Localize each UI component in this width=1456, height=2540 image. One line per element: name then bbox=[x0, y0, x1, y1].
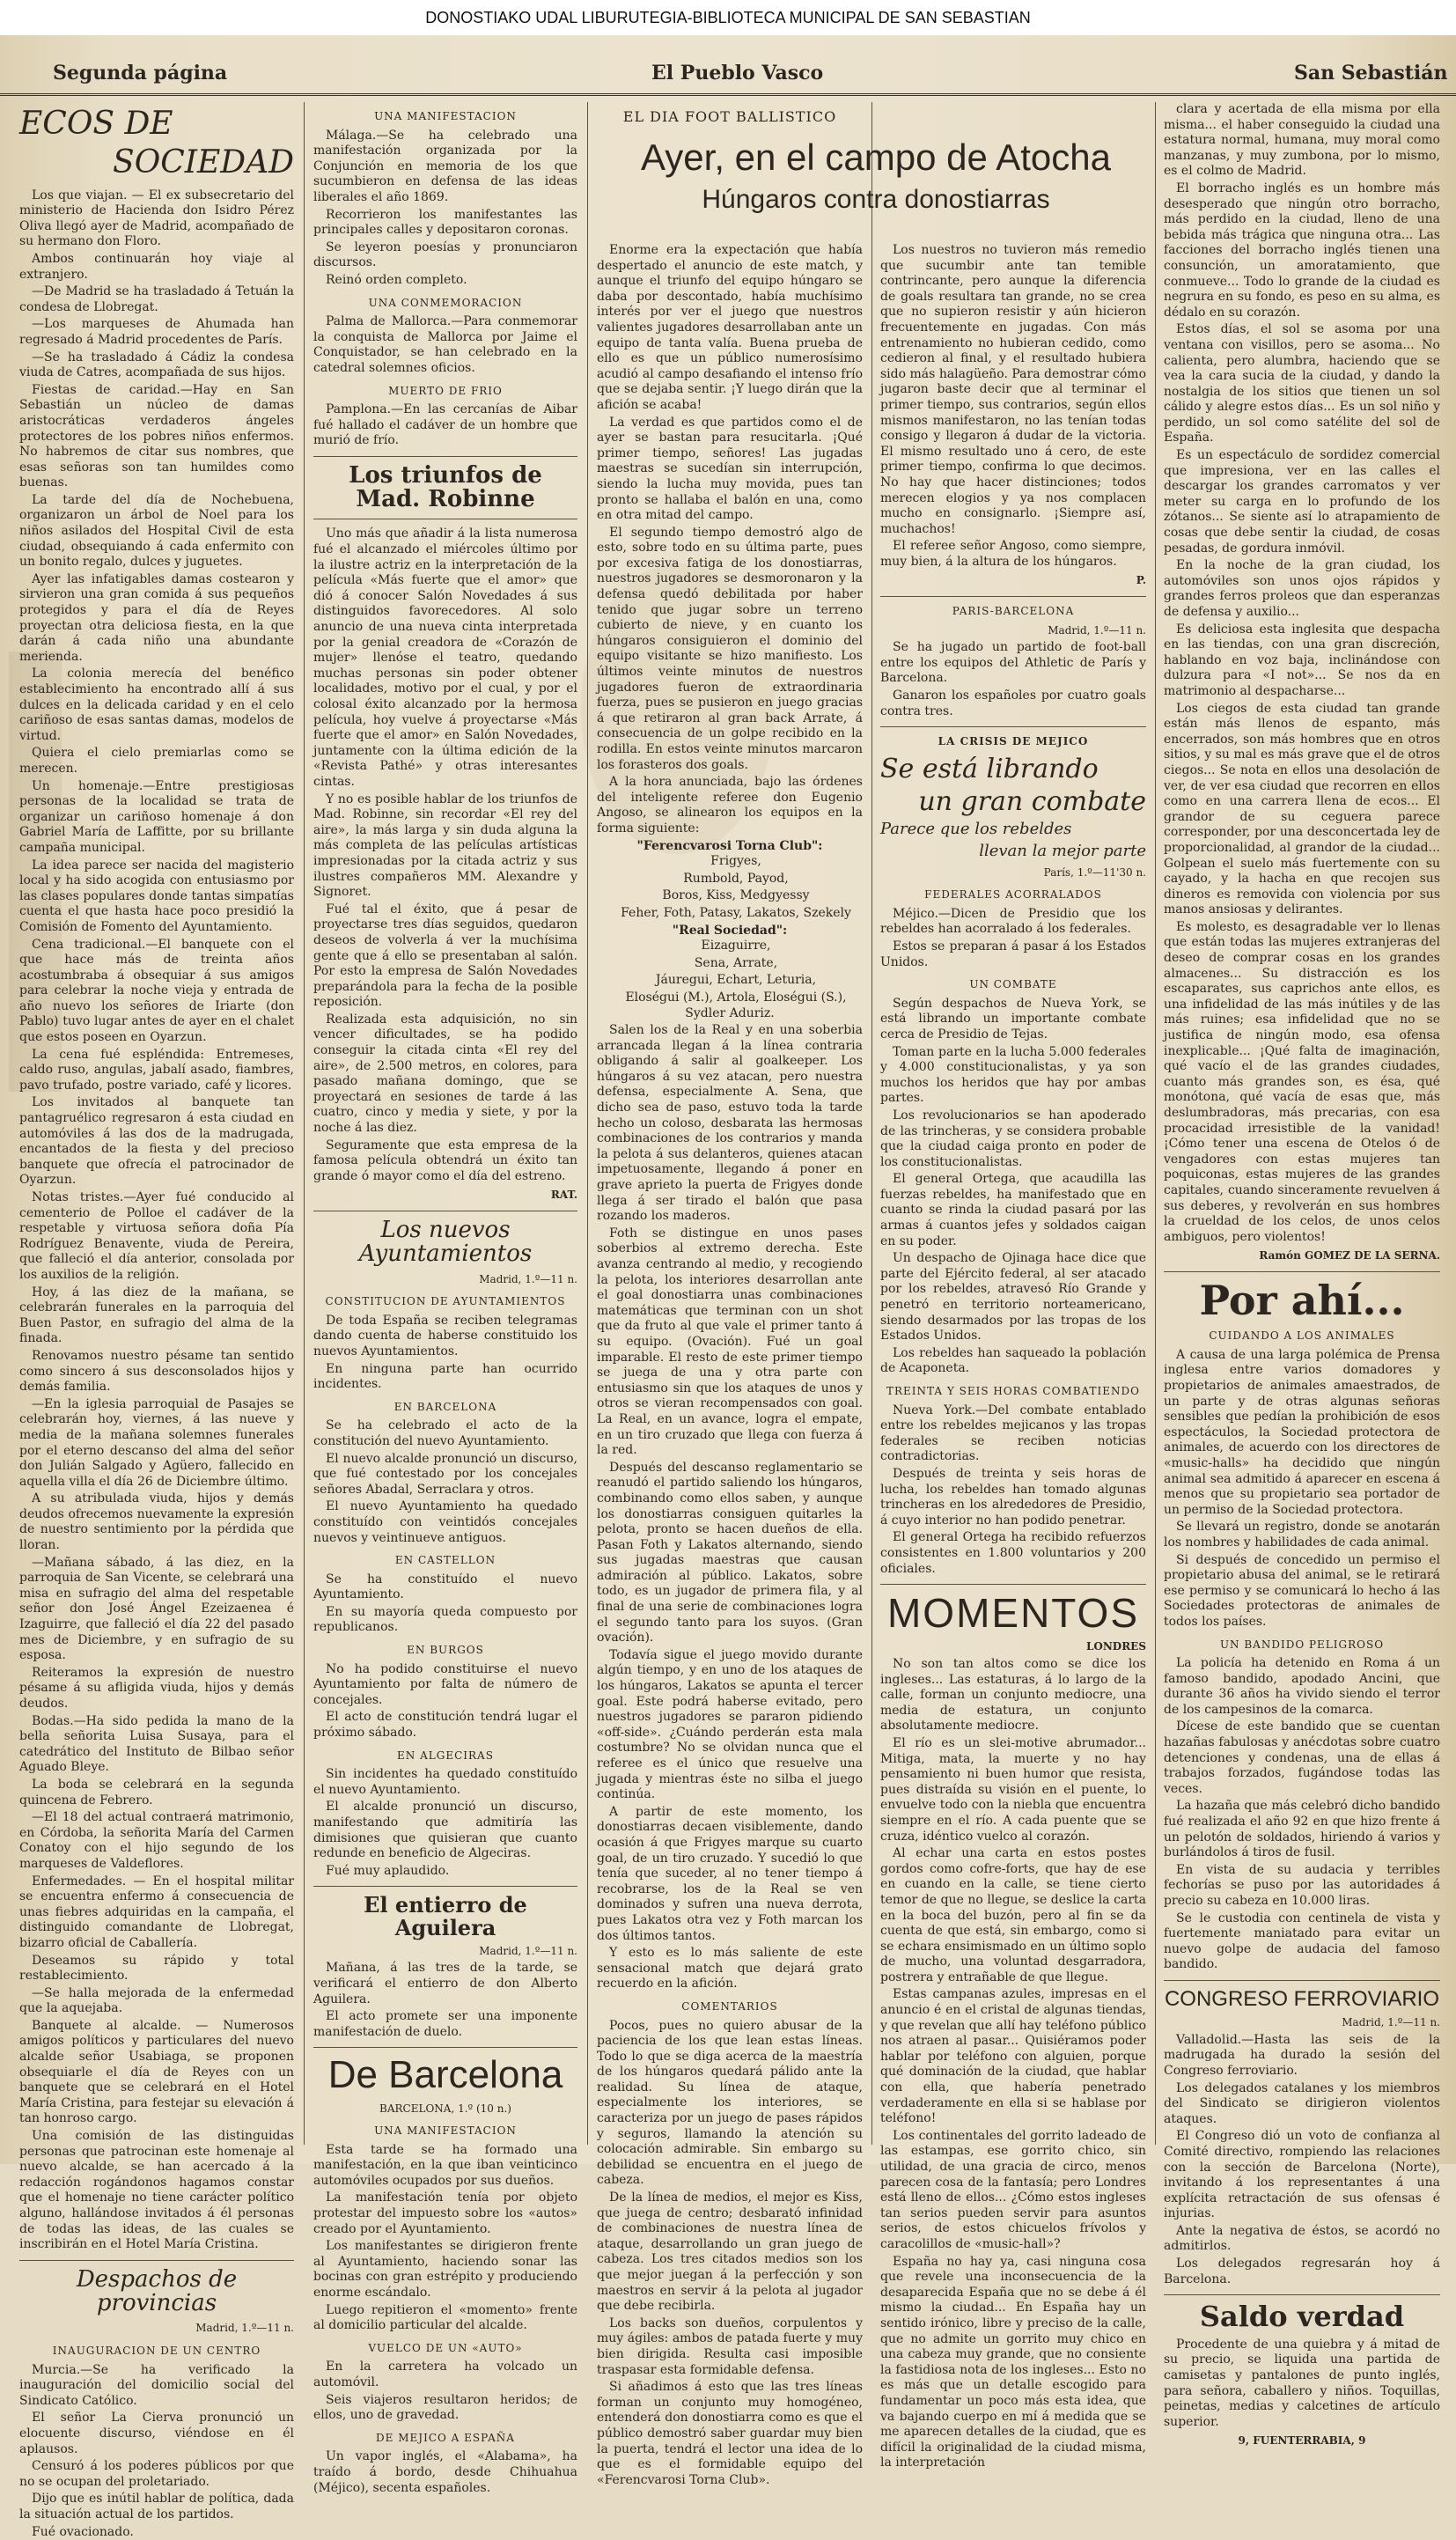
football-kicker: EL DIA FOOT BALLISTICO bbox=[597, 109, 863, 125]
paragraph: Los manifestantes se dirigieron frente al Ayuntamiento, haciendo sonar las bocinas con gran estrépito y produciendo enorme escándalo. bbox=[313, 2239, 577, 2301]
football-headline-block bbox=[594, 137, 1158, 215]
sociedad-body bbox=[19, 188, 294, 2253]
paragraph: Los que viajan. — El ex subsecretario del ministerio de Hacienda don Isidro Pérez Oliva llegó ayer de Madrid, acompañado de su hermano don Floro. bbox=[19, 188, 294, 250]
column-rule bbox=[871, 102, 872, 2145]
paragraph: Se leyeron poesías y pronunciaron discursos. bbox=[313, 240, 577, 271]
robinne-title: Los triunfos de Mad. Robinne bbox=[313, 464, 577, 512]
bandido-head: UN BANDIDO PELIGROSO bbox=[1164, 1638, 1440, 1653]
paragraph: El señor La Cierva pronunció un elocuente discurso, viéndose en él aplausos. bbox=[19, 2411, 294, 2457]
paragraph: La verdad es que partidos como el de ayer se bastan para resucitarla. ¡Qué primer tiempo, señores! Las jugadas maestras se sucedían sin interrupción, siendo la lucha muy movida, pues tan pronto se hallaba el balón en una, como en otra mitad del campo. bbox=[597, 416, 863, 524]
lineup-line: Jáuregui, Echart, Leturia, bbox=[597, 973, 863, 989]
paragraph: Notas tristes.—Ayer fué conducido al cementerio de Polloe el cadáver de la respetable y virtuosa señora doña Pía Rodríguez Benavente, viuda de Pereira, que falleció el día anterior, consolada por los auxilios de la religión. bbox=[19, 1190, 294, 1284]
paragraph: A causa de una larga polémica de Prensa inglesa entre varios domadores y propietarios de animales amaestrados, de un parte y de otras algunas señoras sensibles que pedían la prohibición de esos espectáculos, la Sociedad protectora de animales, de acuerdo con los directores de «music-halls» ha decidido que ningún animal sea admitido á aparecer en escena á menos que su propietario sea portador de un permiso de la Sociedad protectora. bbox=[1164, 1348, 1440, 1519]
paragraph: El alcalde pronunció un discurso, manifestando que admitiría las dimisiones que quisieran que cuanto redunde en beneficio de Algeciras. bbox=[313, 1800, 577, 1861]
football-continued bbox=[880, 243, 1146, 570]
paragraph: La manifestación tenía por objeto protestar del impuesto sobre los «autos» creado por el Ayuntamiento. bbox=[313, 2190, 577, 2237]
paragraph: La boda se celebrará en la segunda quincena de Febrero. bbox=[19, 1778, 294, 1808]
ayuntamientos-subhead: CONSTITUCION DE AYUNTAMIENTOS bbox=[313, 1294, 577, 1310]
team2-lineup bbox=[597, 939, 863, 1021]
paragraph: Recorrieron los manifestantes las principales calles y depositaron coronas. bbox=[313, 208, 577, 239]
paragraph: Es molesto, es desagradable ver lo llenas que están todas las mujeres extranjeras del deseo de comprar cosas en los grandes almacenes... Su distracción es los escaparates, sus caprichos ante ellos, es una infidelidad de las más inútiles y de las más ruines; esa infidelidad que no se justifica de ningún modo, esa ofensa inexplicable... ¡Qué falta de imaginación, qué vacío el de las grandes ciudades, cuanto más grandes son, es ésa, qué monótona, qué vacía de esas que, más deslumbradoras, más precarias, con esa procacidad irresistible de la vanidad! ¡Cómo tener una escena de Otelos ó de vengadores con estas mujeres tan poquiconas, estas mujeres de las grandes capitales, cuando sinceramente revuelven á sus deberes, y revolverán en sus hombres la crueldad de los celos, de unos celos ambiguos, pero violentos! bbox=[1164, 920, 1440, 1245]
page-number: Segunda página bbox=[53, 62, 227, 85]
football-signature: P. bbox=[880, 573, 1146, 589]
paragraph: Seis viajeros resultaron heridos; de ellos, uno de gravedad. bbox=[313, 2393, 577, 2424]
paragraph: Estos se preparan á pasar á los Estados Unidos. bbox=[880, 939, 1146, 970]
paragraph: Ayer las infatigables damas costearon y sirvieron una gran comida á sus pequeños protegidos y para el día de Reyes proyectan otra deliciosa fiesta, en la que darán á cada niño una abundante merienda. bbox=[19, 572, 294, 666]
paragraph: A la hora anunciada, bajo las órdenes del inteligente referee don Eugenio Angoso, se alinearon los equipos en la forma siguiente: bbox=[597, 775, 863, 836]
paragraph: Es deliciosa esta inglesita que despacha en las tiendas, con una gran discreción, hablando en voz baja, inclinándose con dulzura para «I not»... Se nos da en matrimonio al despacharse... bbox=[1164, 622, 1440, 700]
paragraph: Murcia.—Se ha verificado la inauguración del domicilio social del Sindicato Católico. bbox=[19, 2363, 294, 2410]
paragraph: La policía ha detenido en Roma á un famoso bandido, apodado Ancini, que durante 36 años ha vivido siendo el terror de los campesinos de la comarca. bbox=[1164, 1656, 1440, 1718]
paragraph: Una comisión de las distinguidas personas que patrocinan este homenaje al nuevo alcalde, se han acercado á la redacción rogándonos hagamos constar que el homenaje no tiene carácter político alguno, hallándose invitados á él personas de todas las ideas, de las cuales se inscribirán en el Hotel María Cristina. bbox=[19, 2129, 294, 2253]
paragraph: —Los marqueses de Ahumada han regresado á Madrid procedentes de París. bbox=[19, 317, 294, 348]
bandido-body bbox=[1164, 1656, 1440, 1973]
archive-banner: DONOSTIAKO UDAL LIBURUTEGIA-BIBLIOTECA MUNICIPAL DE SAN SEBASTIAN bbox=[0, 0, 1456, 35]
paragraph: Los revolucionarios se han apoderado de las trincheras, y se considera probable que la ciudad caiga pronto en poder de los constitucionalistas. bbox=[880, 1108, 1146, 1170]
treinta-body bbox=[880, 1403, 1146, 1578]
saldo-body: Procedente de una quiebra y á mitad de su precio, se liquida una partida de camisetas y pantalones de punto inglés, para señora, caballero y niños. Toquillas, peinetas, medias y calcetines de artículo superior. bbox=[1164, 2338, 1440, 2431]
paragraph: Fiestas de caridad.—Hay en San Sebastián un núcleo de damas aristocráticas verdaderos ángeles protectores de los pobres niños enfermos. No habremos de citar sus nombres, que esas señoras son tan humildes como buenas. bbox=[19, 383, 294, 491]
team1-name: "Ferencvarosi Torna Club": bbox=[597, 839, 863, 855]
paragraph: Es un espectáculo de sordidez comercial que impresiona, ver en las calles el descargar los grandes carromatos y ver meter su carga en lo profundo de los zótanos... Se siente así lo atrapamiento de cosas que debe sentir la ciudad, de cosas pesadas, de gordura inmóvil. bbox=[1164, 448, 1440, 556]
paragraph: Reinó orden completo. bbox=[313, 273, 577, 289]
column-rule bbox=[1155, 102, 1156, 2145]
football-subtitle: Húngaros contra donostiarras bbox=[594, 185, 1158, 215]
paragraph: Un despacho de Ojinaga hace dice que parte del Ejército federal, al ser atacado por los rebeldes, atravesó Río Grande y penetró en territorio norteamericano, siendo desarmados por las tropas de los Estados Unidos. bbox=[880, 1251, 1146, 1344]
combate-head: UN COMBATE bbox=[880, 977, 1146, 993]
team2-name: "Real Sociedad": bbox=[597, 924, 863, 939]
aguilera-title: El entierro de Aguilera bbox=[313, 1894, 577, 1938]
barcelona-subhead: EN BARCELONA bbox=[313, 1400, 577, 1416]
paragraph: Después del descanso reglamentario se reanudó el partido saliendo los húngaros, combinando como ellos saben, y aunque los donostiarras consiguen quitarles la pelota, pronto se hacen dueños de ella. Pasan Foth y Lakatos alternando, siendo sus jugadas maestras que causan admiración al público. Lakatos, sobre todo, es un jugador de primera fila, y al final de una serie de combinaciones logra el segundo tanto para los suyos. (Gran ovación). bbox=[597, 1461, 863, 1646]
paragraph: Los nuestros no tuvieron más remedio que sucumbir ante tan temible contrincante, pero aunque la diferencia de goals resultara tan grande, no se crea que no supieron resistir y aún hicieron frecuentemente en jugadas. Con más entrenamiento no hubieran cedido, como cedieron al final, y el resultado hubiera sido más halagüeño. Para demostrar cómo jugaron baste decir que al terminar el primer tiempo, sus contrarios, según ellos mismos manifestaron, no las tenían todas consigo y llegaron á dudar de la victoria. El mismo resultado uno á cero, de este primer tiempo, confirma lo que decimos. No hay que hacer distinciones; todos merecen elogios y ya nos complacen mucho en consignarlo. ¡Siempre así, muchachos! bbox=[880, 243, 1146, 537]
mexico-subtitle-1: Parece que los rebeldes bbox=[880, 821, 1146, 838]
paragraph: Se le custodia con centinela de vista y fuertemente maniatado para evitar un nuevo golpe de audacia del famoso bandido. bbox=[1164, 1911, 1440, 1973]
paragraph: En la carretera ha volcado un automóvil. bbox=[313, 2360, 577, 2390]
momentos-body bbox=[880, 1657, 1146, 2471]
section-title-line1: ECOS DE bbox=[19, 107, 294, 141]
page-header bbox=[0, 55, 1456, 96]
burgos-body bbox=[313, 1662, 577, 1741]
paragraph: Ganaron los españoles por cuatro goals contra tres. bbox=[880, 688, 1146, 719]
paragraph: Bodas.—Ha sido pedida la mano de la bella señorita Luisa Susaya, para el catedrático del Instituto de Bilbao señor Aguado Bleye. bbox=[19, 1714, 294, 1776]
paragraph: Se ha constituído el nuevo Ayuntamiento. bbox=[313, 1572, 577, 1603]
paragraph: Méjico.—Dicen de Presidio que los rebeldes han acorralado á los federales. bbox=[880, 907, 1146, 938]
newspaper-page bbox=[0, 35, 1456, 2164]
lineup-line: Boros, Kiss, Medgyessy bbox=[597, 888, 863, 904]
paragraph: Después de treinta y seis horas de lucha, los rebeldes han tomado algunas trincheras en los alrededores de Presidio, á cuyo interior no han podido penetrar. bbox=[880, 1467, 1146, 1528]
paragraph: Los ciegos de esta ciudad tan grande están más llenos de espanto, más encerrados, son más hombres que en otros sitios, y su mal es más grave que el de otros ciegos... Se nota en ellos una desolación de ver, de ver esa ciudad que recorren en ellos como en una carrera llena de ecos... El grandor de su ceguera parece corresponder, por una desconcertada ley de proporcionalidad, al grandor de la ciudad... Golpean el suelo más fuertemente con su cayado, y la hacha en que recojen sus dineros es removida con violencia por sus manos ansiosas y delirantes. bbox=[1164, 702, 1440, 918]
paragraph: Todavía sigue el juego movido durante algún tiempo, y en uno de los ataques de los húngaros, Lakatos se apunta el tercer goal. Este podrá haberse evitado, pero nuestros jugadores se pararon pidiendo «off-side». ¿Cuándo perderán esta mala costumbre? No se olvidan nunca que el referee es el único que resuelve una jugada y mientras éste no silba el juego continúa. bbox=[597, 1648, 863, 1803]
newspaper-name: El Pueblo Vasco bbox=[651, 62, 823, 85]
paragraph: El borracho inglés es un hombre más desesperado que ningún otro borracho, más perdido en la ciudad, lleno de una bebida más trágica que ninguna otra... Las facciones del borracho inglés tienen una consunción, un amoratamiento, que conmueve... Todo lo grande de la ciudad es negrura en su fondo, es peso en su alma, es dédalo en su corazón. bbox=[1164, 181, 1440, 320]
paragraph: El referee señor Angoso, como siempre, muy bien, á la altura de los húngaros. bbox=[880, 539, 1146, 570]
paragraph: Si añadimos á esto que las tres líneas forman un conjunto muy homogéneo, entenderá don donostiarra como es que el público demostró saber guardar muy bien la puerta, tendrá el lector una idea de lo que es el formidable equipo del «Ferencvarosi Torna Club». bbox=[597, 2380, 863, 2488]
paragraph: Los continentales del gorrito ladeado de las estampas, ese gorrito chico, sin utilidad, de una gracia de circo, menos parecen cosa de la fantasía; pero Londres está lleno de ellos... ¿Cómo estos ingleses tan serios pueden servir para asuntos serios, de estos chicuelos frívolos y caracolillos de «music-hall»? bbox=[880, 2129, 1146, 2253]
paragraph: Uno más que añadir á la lista numerosa fué el alcanzado el miércoles último por la ilustre actriz en la interpretación de la película «Más fuerte que el amor» que dió á conocer Salón Novedades á sus distinguidos favorecedores. Al solo anuncio de una nueva cinta interpretada por la genial creadora de «Corazón de mujer» llenóse el teatro, quedando muchas personas sin poder obtener localidades, motivo por el cual, y por el colosal éxito alcanzado por la hermosa película, hoy vuelve á proyectarse «Más fuerte que el amor» en Salón Novedades, juntamente con la última edición de la «Revista Pathé» y otras interesantes cintas. bbox=[313, 526, 577, 790]
bcn-manifestacion-body bbox=[313, 2143, 577, 2334]
paragraph: España no hay ya, casi ninguna cosa que revele una inconsecuencia de la desaparecida España que no se debe á él mismo la ciudad... En España hay un sentido irónico, libre y preciso de la calle, que no admite un gorrito muy chico en una cabeza muy grande, que no consiente la fastidiosa nota de los ingleses... Esto no es más que un detalle escogido para fundamentar un poco más esta idea, que va bajando cuerpo en mí á medida que se me aparecen detalles de la ciudad, que es difícil la originalidad de la ciudad misma, la interpretación bbox=[880, 2255, 1146, 2471]
paragraph: Ambos continuarán hoy viaje al extranjero. bbox=[19, 252, 294, 283]
comentarios-body bbox=[597, 2019, 863, 2489]
paragraph: Enfermedades. — En el hospital militar se encuentra enfermo á consecuencia de unas fiebres adquiridas en la campaña, el distinguido comandante de Llobregat, bizarro oficial de Caballería. bbox=[19, 1874, 294, 1952]
paragraph: Deseamos su rápido y total restablecimiento. bbox=[19, 1954, 294, 1984]
paragraph: Sin incidentes ha quedado constituído el nuevo Ayuntamiento. bbox=[313, 1767, 577, 1798]
paragraph: Según despachos de Nueva York, se está librando un importante combate cerca de Presidio de Tejas. bbox=[880, 997, 1146, 1043]
paragraph: Se llevará un registro, donde se anotarán los nombres y habilidades de cada animal. bbox=[1164, 1520, 1440, 1550]
paragraph: Los invitados al banquete tan pantagruélico regresaron á esta ciudad en automóviles á las dos de la madrugada, encantados de la fiesta y del precioso banquete que ofrecía el patrocinador de Oyarzun. bbox=[19, 1095, 294, 1189]
barcelona-title: De Barcelona bbox=[313, 2055, 577, 2095]
paragraph: Málaga.—Se ha celebrado una manifestación organizada por la Conjunción en memoria de los que sucumbieron en defensa de las ideas liberales el año 1869. bbox=[313, 129, 577, 206]
paragraph: Fué muy aplaudido. bbox=[313, 1864, 577, 1880]
comentarios-head: COMENTARIOS bbox=[597, 1999, 863, 2015]
paris-barcelona-head: PARIS-BARCELONA bbox=[880, 604, 1146, 620]
paragraph: La tarde del día de Nochebuena, organizaron un árbol de Noel para los niños asilados del Hospital Civil de esta ciudad, obsequiando á cada enfermito con un bonito regalo, dulces y juguetes. bbox=[19, 493, 294, 571]
paragraph: De la línea de medios, el mejor es Kiss, que juega de centro; desbarató infinidad de combinaciones de nuestra línea de ataque, desarrollando un gran juego de cabeza. Los tres citados medios son los que mejor juegan á la perfección y son maestros en servir á la pelota al jugador que debe recibirla. bbox=[597, 2190, 863, 2315]
mexico-dateline: París, 1.º—11'30 n. bbox=[880, 865, 1146, 881]
robinne-body bbox=[313, 526, 577, 1184]
provincias-dateline: Madrid, 1.º—11 n. bbox=[19, 2321, 294, 2337]
paragraph: En vista de su audacia y terribles fechorías se puso por las autoridades á precio su cabeza en 10.000 liras. bbox=[1164, 1863, 1440, 1910]
algeciras-body bbox=[313, 1767, 577, 1879]
paragraph: Nueva York.—Del combate entablado entre los rebeldes mejicanos y las tropas federales se reciben noticias contradictorias. bbox=[880, 1403, 1146, 1465]
paragraph: —Mañana sábado, á las diez, en la parroquia de San Vicente, se celebrará una misa en sufragio del alma del respetable señor don José Ángel Ezeizaenea é Izaguirre, que falleció el día 22 del pasado mes de Diciembre, y en sufragio de su esposa. bbox=[19, 1556, 294, 1664]
paragraph: Los rebeldes han saqueado la población de Acaponeta. bbox=[880, 1346, 1146, 1377]
paragraph: Al echar una carta en estos postes gordos como cofre-forts, que hay de ese en cuando en la calle, se tiene cierto temor de que no llegue, se deslice la carta en la boca del buzón, pero al fin se da cuenta de que está, sin embargo, como si se echara ensimismado en un último soplo de mucho, una voluntad desgarradora, postrera y entrañable de que llegue. bbox=[880, 1846, 1146, 1985]
paragraph: Los delegados regresarán hoy á Barcelona. bbox=[1164, 2257, 1440, 2287]
paragraph: Un vapor inglés, el «Alabama», ha traído á bordo, desde Chihuahua (Méjico), secenta españoles. bbox=[313, 2449, 577, 2496]
mejico-subhead: DE MEJICO A ESPAÑA bbox=[313, 2431, 577, 2447]
paragraph: Los backs son dueños, corpulentos y muy ágiles: ambos de patada fuerte y muy bien dirigida. Resulta casi imposible traspasar esta formidable defensa. bbox=[597, 2316, 863, 2378]
mexico-title-1: Se está librando bbox=[880, 755, 1146, 784]
paragraph: Estos días, el sol se asoma por una ventana con visillos, pero se asoma... No calienta, pero alumbra, haciendo que se vea la cara sucia de la ciudad, y dando la nostalgia de los sitios que tienen un sol cálido y alegre estos días... Es un sol niño y perdido, un sol como satélite del sol de España. bbox=[1164, 322, 1440, 446]
lineup-line: Sena, Arrate, bbox=[597, 956, 863, 972]
team1-lineup bbox=[597, 854, 863, 921]
paragraph: El acto de constitución tendrá lugar el próximo sábado. bbox=[313, 1710, 577, 1741]
combate-body bbox=[880, 997, 1146, 1377]
paragraph: Valladolid.—Hasta las seis de la madrugada ha durado la sesión del Congreso ferroviario. bbox=[1164, 2033, 1440, 2080]
paragraph: Palma de Mallorca.—Para conmemorar la conquista de Mallorca por Jaime el Conquistador, se han celebrado en la catedral solemnes oficios. bbox=[313, 314, 577, 376]
mexico-kicker: LA CRISIS DE MEJICO bbox=[880, 734, 1146, 750]
paragraph: Pocos, pues no quiero abusar de la paciencia de los que lean estas líneas. Todo lo que se diga acerca de la maestría de los húngaros quedará pálido ante la realidad. Su línea de ataque, especialmente los interiores, se caracteriza por un juego de pases rápidos y seguros, llamando la atención su colocación admirable. Sin embargo su debilidad se encuentra en el juego de cabeza. bbox=[597, 2019, 863, 2190]
conmemoracion-body bbox=[313, 314, 577, 376]
paragraph: El acto promete ser una imponente manifestación de duelo. bbox=[313, 2009, 577, 2040]
paragraph: Ante la negativa de éstos, se acordó no admitirlos. bbox=[1164, 2224, 1440, 2255]
bcn-manifestacion-head: UNA MANIFESTACION bbox=[313, 2124, 577, 2139]
paragraph: Y esto es lo más saliente de este sensacional match que dejará grato recuerdo en la afición. bbox=[597, 1946, 863, 1992]
column-noticias bbox=[313, 102, 577, 2153]
paragraph: Luego repitieron el «momento» frente al domicilio particular del alcalde. bbox=[313, 2303, 577, 2334]
auto-body bbox=[313, 2360, 577, 2423]
mejico-body bbox=[313, 2449, 577, 2496]
auto-subhead: VUELCO DE UN «AUTO» bbox=[313, 2341, 577, 2357]
city-name: San Sebastián bbox=[1294, 62, 1447, 85]
paragraph: Dícese de este bandido que se cuentan hazañas fabulosas y anécdotas sobre cuatro detenciones y condenas, una de ellas á trabajos forzados, fugándose todas las veces. bbox=[1164, 1719, 1440, 1797]
football-body-col bbox=[597, 243, 863, 2153]
paragraph: No son tan altos como se dice los ingleses... Las estaturas, á lo largo de la calle, forman un conjunto mediocre, una media de estatura, un conjunto absolutamente mediocre. bbox=[880, 1657, 1146, 1734]
paragraph: En la noche de la gran ciudad, los automóviles son unos ojos rápidos y grandes ferros proleos que dan esperanzas de defensa y auxilio... bbox=[1164, 558, 1440, 620]
paragraph: El nuevo Ayuntamiento ha quedado constituído con veintidós concejales nuevos y veintinueve antiguos. bbox=[313, 1499, 577, 1546]
football-body-2 bbox=[597, 1023, 863, 1992]
momentos-title: MOMENTOS bbox=[880, 1592, 1146, 1634]
castellon-body bbox=[313, 1572, 577, 1636]
paragraph: Hoy, á las diez de la mañana, se celebrarán funerales en la parroquia del Buen Pastor, en sufragio del alma de la finada. bbox=[19, 1285, 294, 1347]
paragraph: Un homenaje.—Entre prestigiosas personas de la localidad se trata de organizar un cariñoso homenaje á don Gabriel María de Laffitte, por su brillante campaña municipal. bbox=[19, 779, 294, 857]
provincias-title: Despachos de provincias bbox=[19, 2268, 294, 2316]
paragraph: Pamplona.—En las cercanías de Aibar fué hallado el cadáver de un hombre que murió de frío. bbox=[313, 402, 577, 449]
paragraph: —El 18 del actual contraerá matrimonio, en Córdoba, la señorita María del Carmen Conatoy con el hijo segundo de los marqueses de Valdeflores. bbox=[19, 1810, 294, 1872]
column-momentos bbox=[1164, 102, 1440, 2153]
lineup-line: Frigyes, bbox=[597, 854, 863, 870]
frio-head: MUERTO DE FRIO bbox=[313, 384, 577, 400]
treinta-head: TREINTA Y SEIS HORAS COMBATIENDO bbox=[880, 1384, 1146, 1400]
paragraph: Mañana, á las tres de la tarde, se verificará el entierro de don Alberto Aguilera. bbox=[313, 1961, 577, 2007]
paragraph: Se ha celebrado el acto de la constitución del nuevo Ayuntamiento. bbox=[313, 1418, 577, 1449]
algeciras-subhead: EN ALGECIRAS bbox=[313, 1749, 577, 1764]
paragraph: El nuevo alcalde pronunció un discurso, que fué contestado por los concejales señores Abadal, Serraclara y otros. bbox=[313, 1452, 577, 1498]
paris-barcelona-dateline: Madrid, 1.º—11 n. bbox=[880, 623, 1146, 639]
paragraph: Salen los de la Real y en una soberbia arrancada llegan á la línea contraria obligando á salir al goalkeeper. Los húngaros á su vez atacan, pero nuestra defensa, especialmente A. Sena, que dicho sea de paso, estuvo toda la tarde hecho un coloso, desbarata las hermosas combinaciones de los contrarios y manda la pelota á sus delanteros, quienes atacan impetuosamente, llegando á poner en grave aprieto la puerta de Frigyes donde llega á ser tirado el balón que pasa rozando los maderos. bbox=[597, 1023, 863, 1225]
congreso-title: CONGRESO FERROVIARIO bbox=[1164, 1988, 1440, 2010]
paragraph: —En la iglesia parroquial de Pasajes se celebrarán hoy, viernes, á las nueve y media de la mañana solemnes funerales por el eterno descanso del alma del señor don Julián Salgado y Agüero, fallecido en aquella villa el día 26 de Diciembre último. bbox=[19, 1397, 294, 1491]
paragraph: En ninguna parte han ocurrido incidentes. bbox=[313, 1362, 577, 1393]
paragraph: Estas campanas azules, impresas en el anuncio é en el cristal de algunas tiendas, y que revelan que allí hay teléfono público nos atraen al pasar... Quisiéramos poder hablar por teléfono con alguien, porque qué dominación de la ciudad, que hablar con ella, que habería penetrado verdaderamente en ella si se hablase por teléfono! bbox=[880, 1987, 1146, 2126]
animales-body bbox=[1164, 1348, 1440, 1631]
paragraph: Censuró á los poderes públicos por que no se ocupan del proletariado. bbox=[19, 2459, 294, 2490]
paragraph: La idea parece ser nacida del magisterio local y ha sido acogida con entusiasmo por las clases populares donde tantas simpatías cuenta el que hasta hace poco presidió la Comisión de Fomento del Ayuntamiento. bbox=[19, 858, 294, 936]
paragraph: Foth se distingue en unos pases soberbios al extremo derecha. Este avanza centrando al medio, y recogiendo la pelota, los interiores desarrollan ante el goal donostiarra unas combinaciones matemáticas que terminan con un shot que da fruto al que vale el primer tanto á su equipo. (Ovación). Fué un goal imparable. El resto de este primer tiempo se juega de una y otra parte con entusiasmo sin que los ataques de unos y otros se vieran recompensados con goal. La Real, en un avance, logra el empate, en un tiro cruzado que llega con fuerza á la red. bbox=[597, 1226, 863, 1459]
paragraph: —Se ha trasladado á Cádiz la condesa viuda de Catres, acompañada de sus hijos. bbox=[19, 350, 294, 381]
conmemoracion-head: UNA CONMEMORACION bbox=[313, 296, 577, 312]
paragraph: La colonia merecía del benéfico establecimiento ha encontrado allí á sus dulces en la delicada caridad y en el celo cariñoso de esas santas damas, modelos de virtud. bbox=[19, 666, 294, 744]
paragraph: El río es un slei-motive abrumador... Mitiga, mata, la muerte y no hay pensamiento ni buen humor que resista, pues distraída su visión en el puente, lo envuelve todo con la niebla que encuentra siempre en el río. A cada puente que se cruza, idéntico vuelco al corazón. bbox=[880, 1736, 1146, 1844]
saldo-title: Saldo verdad bbox=[1164, 2302, 1440, 2332]
paragraph: Esta tarde se ha formado una manifestación, en la que iban veinticinco automóviles ocupados por sus dueños. bbox=[313, 2143, 577, 2190]
paris-barcelona-body bbox=[880, 640, 1146, 719]
paragraph: Seguramente que esta empresa de la famosa película obtendrá un éxito tan grande ó mayor como el día del estreno. bbox=[313, 1138, 577, 1185]
congreso-dateline: Madrid, 1.º—11 n. bbox=[1164, 2015, 1440, 2031]
paragraph: No ha podido constituirse el nuevo Ayuntamiento por falta de número de concejales. bbox=[313, 1662, 577, 1709]
paragraph: Enorme era la expectación que había despertado el anuncio de este match, y aunque el triunfo del equipo húngaro se daba por descontado, había muchísimo interés por ver el juego que nuestros valientes jugadores desarrollaban ante un equipo de tanta valía. Buena prueba de ello es que un público numerosísimo acudió al campo desafiando el intenso frío que se dejaba sentir. ¡Y luego dirán que la afición se acaba! bbox=[597, 243, 863, 414]
paragraph: El segundo tiempo demostró algo de esto, sobre todo en su última parte, pues por excesiva fatiga de los donostiarras, nuestros jugadores se desmoronaron y la defensa quedó debilitada por haber tenido que jugar sobre un terreno cubierto de nieve, y en cuanto los húngaros consiguieron el dominio del equipo visitante se hizo manifiesto. Los últimos veinte minutos de nuestros jugadores fueron de extraordinaria fuerza, pues se pusieron en juego gracias á que retiraron al gran back Arrate, á consecuencia de un golpe recibido en la rodilla. En estos veinte minutos marcaron los forasteros dos goals. bbox=[597, 526, 863, 774]
aguilera-dateline: Madrid, 1.º—11 n. bbox=[313, 1944, 577, 1960]
frio-body bbox=[313, 402, 577, 449]
paragraph: Fué ovacionado. bbox=[19, 2525, 294, 2540]
paragraph: Realizada esta adquisición, no sin vencer dificultades, se ha podido conseguir la citada cinta «El rey del aire», de 2.500 metros, en colores, para pasado mañana domingo, que se proyectará en sesiones de tarde á las cuatro, cinco y media y siete, y por la noche á las diez. bbox=[313, 1012, 577, 1137]
lineup-line: Eizaguirre, bbox=[597, 939, 863, 954]
paragraph: Cena tradicional.—El banquete con el que hace más de treinta años acostumbraba á obsequiar á sus amigos para celebrar la noche vieja y entrada de año nuevo los señores de Iriarte (don Pablo) tuvo lugar antes de ayer en el chalet que estos poseen en Oyarzun. bbox=[19, 938, 294, 1046]
mexico-subtitle-2: llevan la mejor parte bbox=[880, 843, 1146, 860]
paragraph: De toda España se reciben telegramas dando cuenta de haberse constituido los nuevos Ayuntamientos. bbox=[313, 1314, 577, 1360]
section-title-line2: SOCIEDAD bbox=[19, 146, 294, 180]
paragraph: El Congreso dió un voto de confianza al Comité directivo, rompiendo las relaciones con la sección de Barcelona (Norte), invitando á los representantes á una explícita retractación de sus ofensas é injurias. bbox=[1164, 2129, 1440, 2222]
paragraph: El general Ortega, que acaudilla las fuerzas rebeldes, ha manifestado que en cuanto se rinda la ciudad pasará por las armas á cuantos jefes y soldados caigan en su poder. bbox=[880, 1172, 1146, 1249]
paragraph: Dijo que es inútil hablar de política, dada la situación actual de los partidos. bbox=[19, 2492, 294, 2522]
ayuntamientos-dateline: Madrid, 1.º—11 n. bbox=[313, 1272, 577, 1288]
provincias-body bbox=[19, 2363, 294, 2540]
ayuntamientos-title: Los nuevos Ayuntamientos bbox=[313, 1218, 577, 1267]
paragraph: Renovamos nuestro pésame tan sentido como sincero á sus desconsolados hijos y demás familia. bbox=[19, 1349, 294, 1395]
paragraph: Toman parte en la lucha 5.000 federales y 4.000 constitucionalistas, y ya son muchos los heridos que hay por ambas partes. bbox=[880, 1045, 1146, 1107]
column-rule bbox=[304, 102, 305, 2145]
mexico-title-2: un gran combate bbox=[880, 788, 1146, 816]
column-rule bbox=[587, 102, 588, 2145]
congreso-body bbox=[1164, 2033, 1440, 2288]
saldo-address: 9, FUENTERRABIA, 9 bbox=[1164, 2433, 1440, 2449]
burgos-subhead: EN BURGOS bbox=[313, 1643, 577, 1659]
paragraph: —Se halla mejorada de la enfermedad que la aquejaba. bbox=[19, 1986, 294, 2017]
paragraph: Se ha jugado un partido de foot-ball entre los equipos del Athletic de París y Barcelona. bbox=[880, 640, 1146, 687]
paragraph: —De Madrid se ha trasladado á Tetuán la condesa de Llobregat. bbox=[19, 284, 294, 315]
lineup-line: Feher, Foth, Patasy, Lakatos, Szekely bbox=[597, 906, 863, 922]
lineup-line: Eloségui (M.), Artola, Eloségui (S.), Sydler Aduriz. bbox=[597, 990, 863, 1021]
paragraph: En su mayoría queda compuesto por republicanos. bbox=[313, 1605, 577, 1636]
paragraph: clara y acertada de ella misma por ella misma... el haber conseguido la ciudad una estatura normal, humana, muy moral como manzanas, y muy zumbona, por lo mismo, es el colmo de Madrid. bbox=[1164, 102, 1440, 180]
porahi-title: Por ahí... bbox=[1164, 1279, 1440, 1322]
paragraph: Si después de concedido un permiso el propietario abusa del animal, se le retirará ese permiso y se comunicará lo hecho á las Sociedades protectoras de animales de todos los países. bbox=[1164, 1553, 1440, 1631]
castellon-subhead: EN CASTELLON bbox=[313, 1553, 577, 1569]
paragraph: Banquete al alcalde. — Numerosos amigos políticos y particulares del nuevo alcalde señor Usabiaga, se proponen obsequiarle el día de Reyes con un banquete que se celebrará en el Hotel María Cristina, para festejar su elevación á tan honroso cargo. bbox=[19, 2019, 294, 2127]
paragraph: Y no es posible hablar de los triunfos de Mad. Robinne, sin recordar «El rey del aire», la más larga y sin duda alguna la más completa de las películas artísticas impresionadas por la citada actriz y sus ilustres compañeros MM. Alexandre y Signoret. bbox=[313, 792, 577, 901]
lineup-line: Rumbold, Payod, bbox=[597, 872, 863, 887]
paragraph: A partir de este momento, los donostiarras decaen visiblemente, dando ocasión á que Frigyes marque su cuarto goal, de un tiro cruzado. Y sucedió lo que tenía que suceder, al no tener tiempo á recobrarse, los de la Real se ven dominados y sufren una nueva derrota, pues Lakatos otra vez y Foth marcan los dos últimos tantos. bbox=[597, 1805, 863, 1944]
aguilera-body bbox=[313, 1961, 577, 2040]
barcelona-body bbox=[313, 1418, 577, 1546]
paragraph: A su atribulada viuda, hijos y demás deudos ofrecemos nuevamente la expresión de nuestro sentimiento por la pérdida que lloran. bbox=[19, 1491, 294, 1553]
paragraph: Reiteramos la expresión de nuestro pésame á su afligida viuda, hijos y demás deudos. bbox=[19, 1666, 294, 1712]
paragraph: Fué tal el éxito, que á pesar de proyectarse tres días seguidos, quedaron deseos de volverla á ver la muchísima gente que á ello se presentaban al salón. Por esto la empresa de Salón Novedades preparándola para la fecha de la posible reposición. bbox=[313, 902, 577, 1011]
column-sociedad bbox=[19, 102, 294, 2153]
animales-head: CUIDANDO A LOS ANIMALES bbox=[1164, 1329, 1440, 1344]
paragraph: La cena fué espléndida: Entremeses, caldo ruso, angulas, jabalí asado, fiambres, pavo trufado, postre variado, café y licores. bbox=[19, 1048, 294, 1094]
football-body bbox=[597, 243, 863, 837]
manifestacion-head: UNA MANIFESTACION bbox=[313, 109, 577, 125]
football-title: Ayer, en el campo de Atocha bbox=[594, 137, 1158, 178]
manifestacion-body bbox=[313, 129, 577, 289]
robinne-signature: RAT. bbox=[313, 1188, 577, 1204]
momentos-place: LONDRES bbox=[880, 1639, 1146, 1655]
federales-head: FEDERALES ACORRALADOS bbox=[880, 887, 1146, 903]
provincias-subhead: INAUGURACION DE UN CENTRO bbox=[19, 2344, 294, 2360]
federales-body bbox=[880, 907, 1146, 970]
paragraph: La hazaña que más celebró dicho bandido fué realizada el año 92 en que hizo frente á un pelotón de soldados, hiriendo á varios y burlándolos á tiros de fusil. bbox=[1164, 1799, 1440, 1860]
paragraph: Quiera el cielo premiarlas como se merecen. bbox=[19, 746, 294, 777]
momentos-signature: Ramón GOMEZ DE LA SERNA. bbox=[1164, 1248, 1440, 1264]
paragraph: Los delegados catalanes y los miembros del Sindicato se dirigieron violentos ataques. bbox=[1164, 2081, 1440, 2128]
barcelona-dateline: BARCELONA, 1.º (10 n.) bbox=[313, 2102, 577, 2117]
column-mexico bbox=[880, 243, 1146, 2153]
momentos-continued bbox=[1164, 102, 1440, 1245]
paragraph: El general Ortega ha recibido refuerzos consistentes en 1.800 voluntarios y 200 oficiales. bbox=[880, 1530, 1146, 1577]
ayuntamientos-body bbox=[313, 1314, 577, 1393]
